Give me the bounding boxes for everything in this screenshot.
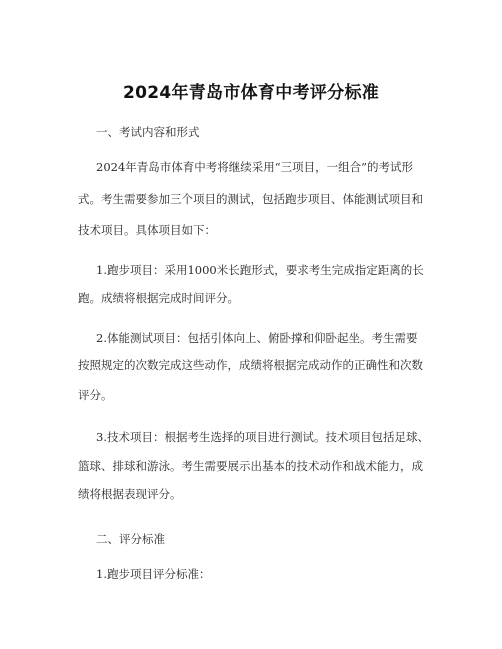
list-item-running: 1.跑步项目：采用1000米长跑形式，要求考生完成指定距离的长 (96, 263, 424, 277)
document-title: 2024年青岛市体育中考评分标准 (122, 83, 380, 103)
list-item-running-scoring: 1.跑步项目评分标准： (96, 567, 211, 581)
paragraph-line: 技术项目。具体项目如下： (78, 223, 216, 237)
paragraph-line: 篮球、排球和游泳。考生需要展示出基本的技术动作和战术能力，成 (78, 459, 423, 473)
list-item-fitness: 2.体能测试项目：包括引体向上、俯卧撑和仰卧起坐。考生需要 (96, 331, 418, 345)
paragraph-line: 按照规定的次数完成这些动作，成绩将根据完成动作的正确性和次数 (78, 358, 423, 372)
section-heading-1: 一、考试内容和形式 (96, 125, 200, 139)
paragraph-line: 2024年青岛市体育中考将继续采用“三项目，一组合”的考试形 (96, 160, 414, 174)
list-item-skills: 3.技术项目：根据考生选择的项目进行测试。技术项目包括足球、 (96, 430, 429, 444)
paragraph-line: 跑。成绩将根据完成时间评分。 (78, 291, 239, 305)
section-heading-2: 二、评分标准 (96, 532, 165, 546)
paragraph-line: 绩将根据表现评分。 (78, 487, 182, 501)
paragraph-line: 式。考生需要参加三个项目的测试，包括跑步项目、体能测试项目和 (78, 192, 423, 206)
paragraph-line: 评分。 (78, 388, 113, 402)
